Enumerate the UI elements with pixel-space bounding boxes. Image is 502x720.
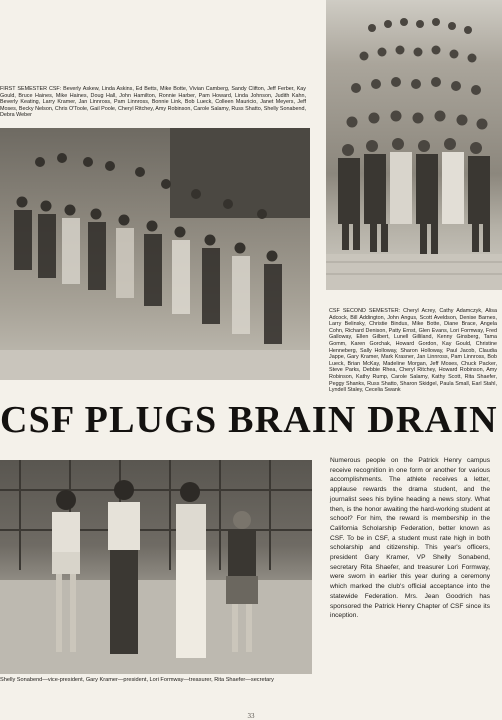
article-body: Numerous people on the Patrick Henry campus receive recognition in one form or another for various accomplishments. The athlete receives a letter, applause rewards the drama student, and the journalist sees his byline heading a news story. What then, is the honor awaiting the hard-working student at school? For him, the reward is membership in the California Scholarship Federation, better known as CSF. To be in CSF, a student must rate high in both scholarship and citizenship. This year's officers, president Gary Kramer, VP Shelly Sonabend, secretary Rita Shaefer, and treasurer Lori Formway, were sworn in earlier this year during a ceremony which marked the club's official acceptance into the statewide Federation. Mrs. Jean Goodrich has sponsored the Patrick Henry Chapter of CSF since its inception. xyxy=(330,457,490,620)
second-semester-group-photo xyxy=(326,0,502,290)
second-semester-caption: CSF SECOND SEMESTER: Cheryl Acrey, Cathy Adamczyk, Alisa Adcock, Bill Addington, John Angus, Scott Aveldson, Denise Barnes, Larry Belinsky, Christie Bindus, Mike Botte, Diane Brace, Angela Cohn, Richard Denison, Patty Ernst, Glen Evans, Lori Formway, Fred Galloway, Ellen Gilbert, Lunell Gilliland, Kenny Ginsberg, Tama Gomm, Karen Gorchak, Howard Gordon, Kay Gould, Christine Henneberg, Sally Holloway, Sharon Holloway, Paul Jacob, Claudia Jappe, Gary Kramer, Mark Krasner, Jan Linnross, Pam Linnross, Bob Lueck, Brian McKay, Madeline Morgan, Jeff Moses, Chuck Packer, Steve Parks, Debbie Rhea, Cheryl Ritchey, Howard Robinson, Amy Robinson, Kathy Rump, Carole Salamy, Kathy Scott, Rita Shaefer, Peggy Shanks, Russ Shatto, Sharon Skidgel, Paula Small, Earl Stahl, Lyndell Staley, Cecelia Swank xyxy=(329,308,497,394)
first-semester-caption: FIRST SEMESTER CSF: Beverly Askew, Linda Askins, Ed Betts, Mike Botte, Vivian Camberg, Sandy Clifton, Jeff Ferber, Kay Gould, Bruce Haines, Mike Haines, Doug Hall, John Hamilton, Ronnie Harber, Pam Howard, Linda Johnson, Judith Kahn, Beverly Keating, Larry Kramer, Jan Linnross, Pam Linnross, Bonnie Link, Bob Lueck, Colleen Mauricio, Janet Meyers, Jeff Moses, Becky Nelson, Chris O'Toole, Gail Poole, Cheryl Ritchey, Amy Robinson, Carole Salamy, Russ Shatto, Shelly Sonabend, Debra Weber xyxy=(0,86,306,119)
page-number: 33 xyxy=(247,712,255,720)
first-semester-group-photo xyxy=(0,128,310,380)
officers-photo xyxy=(0,460,312,674)
officers-caption: Shelly Sonabend—vice-president, Gary Kramer—president, Lori Formway—treasurer, Rita Shaefer—secretary xyxy=(0,677,274,683)
page-headline: CSF PLUGS BRAIN DRAIN xyxy=(0,399,498,441)
